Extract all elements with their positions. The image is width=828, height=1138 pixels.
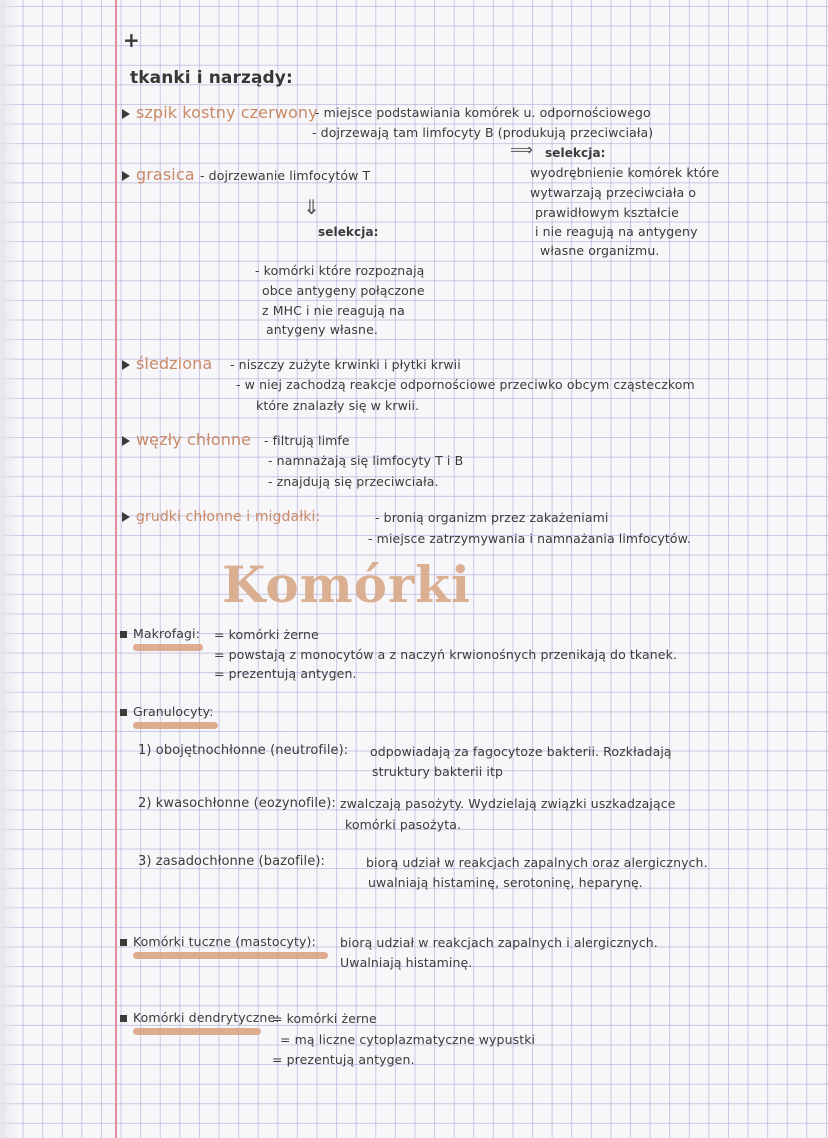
label-text: szpik kostny czerwony: [136, 103, 318, 122]
cell-line: = prezentują antygen.: [272, 1052, 415, 1067]
highlight-underline: [133, 1028, 261, 1035]
label-text: Komórki tuczne (mastocyty):: [133, 934, 316, 949]
organ-line: - dojrzewają tam limfocyty B (produkują przeciwciała): [312, 125, 654, 140]
cell-line: = prezentują antygen.: [214, 666, 357, 681]
organ-label-sledziona: [122, 354, 212, 373]
selekcja-b-line: wyodrębnienie komórek które: [530, 165, 720, 180]
organ-line: - miejsce podstawiania komórek u. odpornościowego: [315, 105, 651, 120]
bullet-icon: [120, 939, 127, 946]
label-text: Komórki dendrytyczne:: [133, 1010, 280, 1025]
page-edge: [0, 0, 18, 1138]
label-text: Makrofagi:: [133, 626, 200, 641]
highlight-underline: [133, 644, 203, 651]
cell-line: = komórki żerne: [272, 1011, 377, 1026]
organ-line: - znajdują się przeciwciała.: [268, 474, 439, 489]
bullet-icon: [120, 709, 127, 716]
selekcja-b-line: prawidłowym kształcie: [535, 205, 679, 220]
organ-label-grudki: [122, 509, 320, 525]
organ-label-wezly: [122, 430, 251, 449]
selekcja-t-line: z MHC i nie reagują na: [262, 303, 405, 318]
selekcja-t-line: obce antygeny połączone: [262, 283, 425, 298]
label-text: grudki chłonne i migdałki:: [136, 509, 321, 525]
granulocyte-line: zwalczają pasożyty. Wydzielają związki uszkadzające: [340, 796, 676, 811]
granulocyte-line: biorą udział w reakcjach zapalnych oraz alergicznych.: [366, 855, 708, 870]
granulocyte-label: 3) zasadochłonne (bazofile):: [138, 854, 325, 869]
selekcja-t-heading: selekcja:: [318, 225, 379, 239]
cross-mark: +: [123, 28, 140, 52]
granulocyte-line: komórki pasożyta.: [345, 817, 462, 832]
organ-label-szpik: [122, 103, 318, 122]
bullet-icon: [122, 109, 130, 119]
organ-line: - dojrzewanie limfocytów T: [200, 168, 371, 183]
cell-line: biorą udział w reakcjach zapalnych i alergicznych.: [340, 935, 658, 950]
cell-line: = powstają z monocytów a z naczyń krwionośnych przenikają do tkanek.: [214, 647, 678, 662]
section-title: Komórki: [222, 555, 471, 614]
organ-line: które znalazły się w krwii.: [256, 398, 420, 413]
bullet-icon: [122, 360, 130, 370]
organ-line: - filtrują limfe: [264, 433, 350, 448]
cell-label-granulocyty: [120, 704, 214, 719]
label-text: węzły chłonne: [136, 430, 252, 449]
cell-label-dendrytyczne: [120, 1010, 280, 1025]
highlight-underline: [133, 722, 218, 729]
margin-line: [115, 0, 117, 1138]
label-text: grasica: [136, 165, 195, 184]
highlight-underline: [133, 952, 328, 959]
bullet-icon: [122, 171, 130, 181]
selekcja-b-line: i nie reagują na antygeny: [535, 224, 698, 239]
bullet-icon: [122, 436, 130, 446]
organ-line: - namnażają się limfocyty T i B: [268, 453, 464, 468]
cell-line: = mą liczne cytoplazmatyczne wypustki: [280, 1032, 536, 1047]
selekcja-t-line: antygeny własne.: [266, 322, 378, 337]
organ-line: - w niej zachodzą reakcje odpornościowe przeciwko obcym cząsteczkom: [236, 377, 695, 392]
organ-line: - miejsce zatrzymywania i namnażania limfocytów.: [368, 531, 691, 546]
selekcja-t-line: - komórki które rozpoznają: [255, 263, 425, 278]
cell-line: Uwalniają histaminę.: [340, 955, 473, 970]
cell-label-tuczne: [120, 934, 316, 949]
selekcja-b-heading: selekcja:: [545, 146, 606, 160]
granulocyte-line: struktury bakterii itp: [372, 764, 504, 779]
arrow-right-icon: ⟹: [510, 140, 533, 159]
bullet-icon: [120, 1015, 127, 1022]
cell-line: = komórki żerne: [214, 627, 319, 642]
selekcja-b-line: wytwarzają przeciwciała o: [530, 185, 697, 200]
arrow-down-icon: ⇓: [303, 195, 320, 219]
selekcja-b-line: własne organizmu.: [540, 243, 660, 258]
organ-line: - niszczy zużyte krwinki i płytki krwii: [230, 357, 461, 372]
organ-line: - bronią organizm przez zakażeniami: [375, 510, 609, 525]
organ-label-grasica: [122, 165, 195, 184]
cell-label-makrofagi: [120, 626, 200, 641]
bullet-icon: [122, 512, 130, 522]
label-text: Granulocyty:: [133, 704, 214, 719]
granulocyte-line: uwalniają histaminę, serotoninę, heparynę.: [368, 875, 643, 890]
granulocyte-line: odpowiadają za fagocytoze bakterii. Rozkładają: [370, 744, 672, 759]
page-title: tkanki i narządy:: [130, 68, 293, 88]
granulocyte-label: 1) obojętnochłonne (neutrofile):: [138, 743, 349, 758]
bullet-icon: [120, 631, 127, 638]
granulocyte-label: 2) kwasochłonne (eozynofile):: [138, 796, 336, 811]
label-text: śledziona: [136, 354, 213, 373]
